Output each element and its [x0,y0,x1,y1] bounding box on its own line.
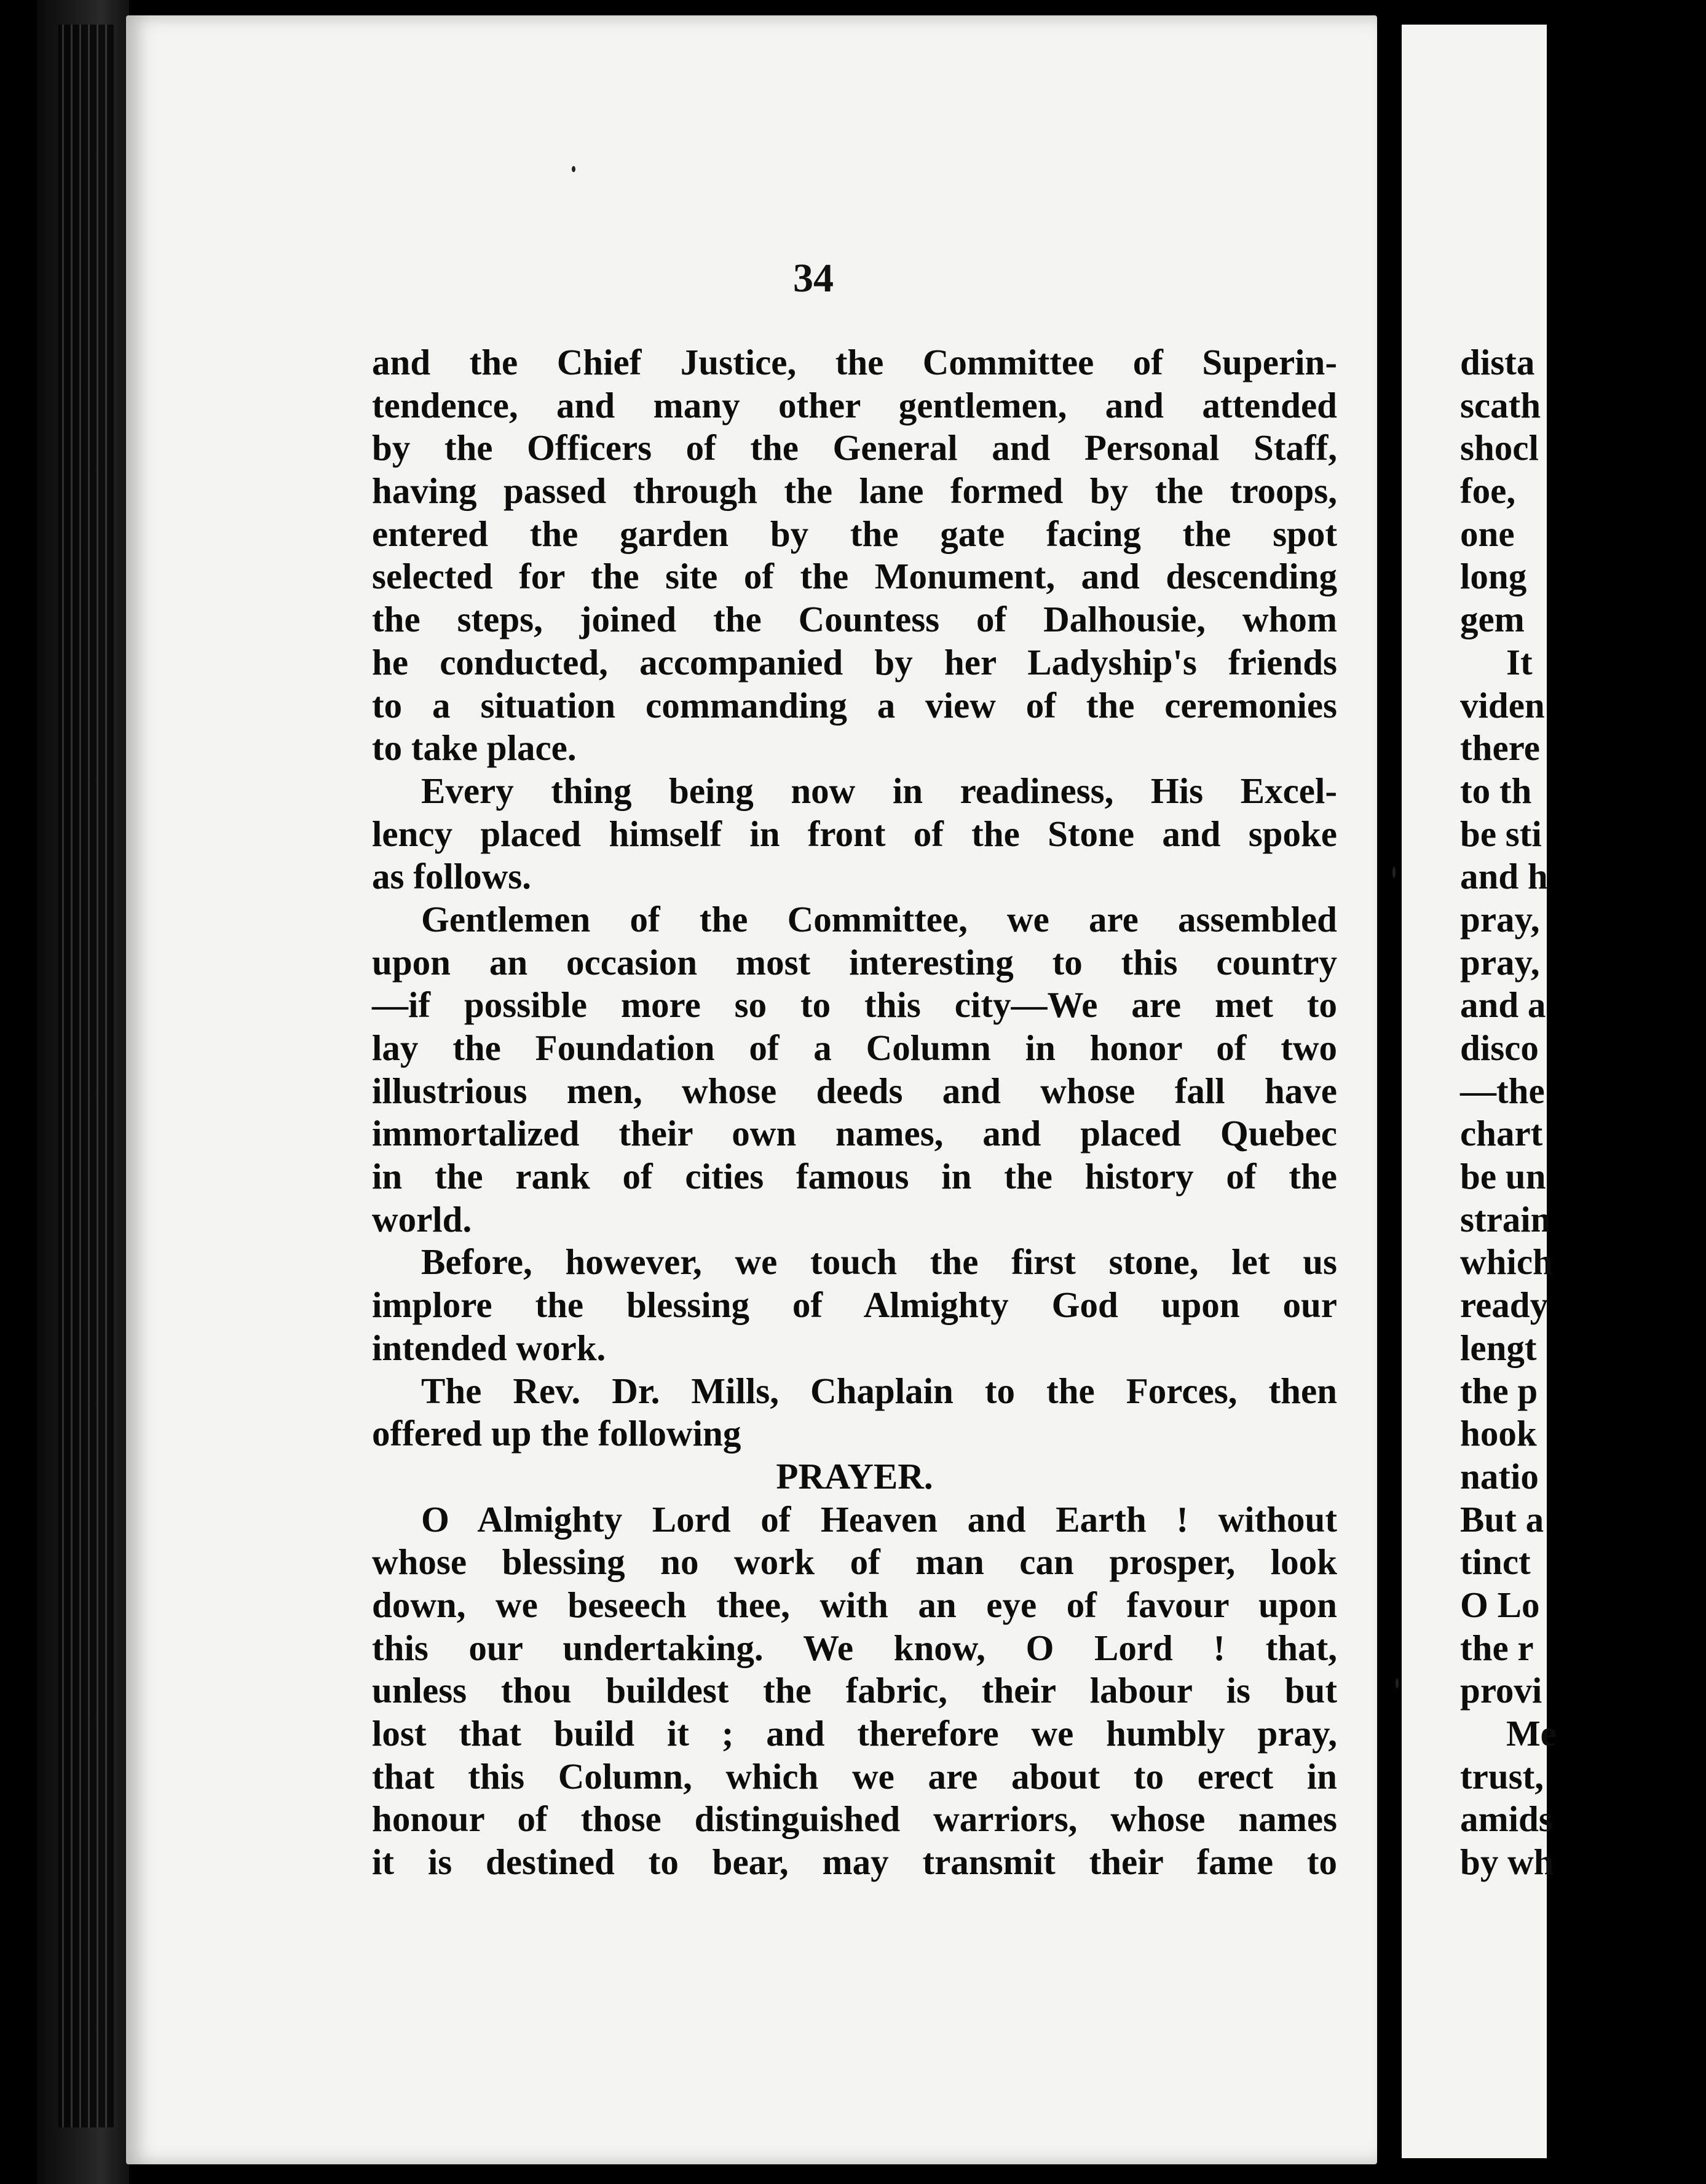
facing-text-line: hook [1460,1413,1537,1454]
facing-text-line: shocl [1460,427,1539,469]
text-line: lost that build it ; and therefore we humbly pray, [372,1713,1337,1754]
facing-text-line: ready [1460,1284,1549,1326]
text-line: offered up the following [372,1413,741,1454]
print-speck [572,166,575,172]
text-line: intended work. [372,1327,606,1368]
text-line: that this Column, which we are about to erect in [372,1755,1337,1797]
text-line: The Rev. Dr. Mills, Chaplain to the Forces, then [421,1370,1337,1411]
facing-text-line: But a [1460,1498,1544,1540]
print-speck [1396,1679,1399,1688]
facing-text-line: O Lo [1460,1584,1540,1625]
facing-text-line: scath [1460,384,1541,425]
text-line: lay the Foundation of a Column in honor of two [372,1027,1337,1068]
facing-page-text [1460,341,1706,1884]
text-line: PRAYER. [776,1455,933,1497]
text-line: world. [372,1198,472,1240]
text-line: this our undertaking. We know, O Lord ! that, [372,1627,1337,1668]
text-line: to take place. [372,727,577,769]
text-line: tendence, and many other gentlemen, and attended [372,384,1337,425]
text-line: whose blessing no work of man can prosper, look [372,1541,1337,1583]
facing-text-line: long [1460,556,1527,597]
body-text [372,341,1337,1884]
text-line: —if possible more so to this city—We are met to [372,984,1337,1026]
facing-text-line: and h [1460,856,1548,897]
text-line: upon an occasion most interesting to this country [372,941,1337,983]
text-line: by the Officers of the General and Personal Staff, [372,427,1337,469]
facing-text-line: there [1460,727,1540,769]
facing-text-line: Me [1506,1713,1557,1754]
text-line: it is destined to bear, may transmit their fame to [372,1842,1337,1883]
facing-text-line: pray, [1460,941,1540,983]
facing-text-line: by wh [1460,1842,1554,1883]
text-line: unless thou buildest the fabric, their labour is but [372,1670,1337,1711]
facing-text-line: viden [1460,684,1545,726]
text-line: honour of those distinguished warriors, whose names [372,1798,1337,1840]
facing-text-line: chart [1460,1113,1543,1154]
facing-text-line: which [1460,1241,1553,1283]
facing-text-line: —the [1460,1070,1545,1111]
facing-text-line: to th [1460,770,1532,811]
facing-text-line: disco [1460,1027,1539,1068]
text-line: having passed through the lane formed by the troops, [372,470,1337,512]
facing-text-line: lengt [1460,1327,1537,1368]
text-line: he conducted, accompanied by her Ladyship's friends [372,641,1337,682]
facing-text-line: the r [1460,1627,1534,1668]
text-line: Every thing being now in readiness, His Excel- [421,770,1337,811]
facing-text-line: and a [1460,984,1546,1026]
facing-text-line: amids [1460,1798,1553,1840]
text-line: down, we beseech thee, with an eye of favour upon [372,1584,1337,1625]
text-line: to a situation commanding a view of the ceremonies [372,684,1337,726]
facing-text-line: one [1460,513,1515,554]
facing-text-line: foe, [1460,470,1516,512]
text-line: entered the garden by the gate facing the spot [372,513,1337,554]
page-gutter [1377,0,1402,2184]
facing-text-line: strain [1460,1198,1551,1240]
text-line: lency placed himself in front of the Stone and spoke [372,813,1337,854]
text-line: Gentlemen of the Committee, we are assembled [421,898,1337,940]
text-line: in the rank of cities famous in the history of the [372,1156,1337,1197]
page-number: 34 [793,256,834,301]
text-line: immortalized their own names, and placed Quebec [372,1113,1337,1154]
page-edges [58,25,114,2127]
facing-text-line: It [1506,641,1533,682]
facing-text-line: provi [1460,1670,1542,1711]
facing-text-line: natio [1460,1455,1539,1497]
facing-text-line: dista [1460,342,1535,382]
text-line: the steps, joined the Countess of Dalhousie, whom [372,599,1337,640]
facing-text-line: tinct [1460,1541,1531,1583]
text-line: selected for the site of the Monument, and descending [372,556,1337,597]
facing-text-line: be sti [1460,813,1542,854]
text-line: implore the blessing of Almighty God upon our [372,1284,1337,1326]
text-line: and the Chief Justice, the Committee of Superin- [372,342,1337,382]
facing-text-line: the p [1460,1370,1538,1411]
text-line: Before, however, we touch the first stone, let us [421,1241,1337,1283]
facing-text-line: be un [1460,1156,1546,1197]
facing-text-line: trust, [1460,1755,1544,1797]
text-line: illustrious men, whose deeds and whose fall have [372,1070,1337,1111]
text-line: as follows. [372,856,531,897]
facing-text-line: pray, [1460,898,1540,940]
print-speck [1392,867,1396,878]
facing-text-line: gem [1460,599,1525,640]
text-line: O Almighty Lord of Heaven and Earth ! without [421,1498,1337,1540]
